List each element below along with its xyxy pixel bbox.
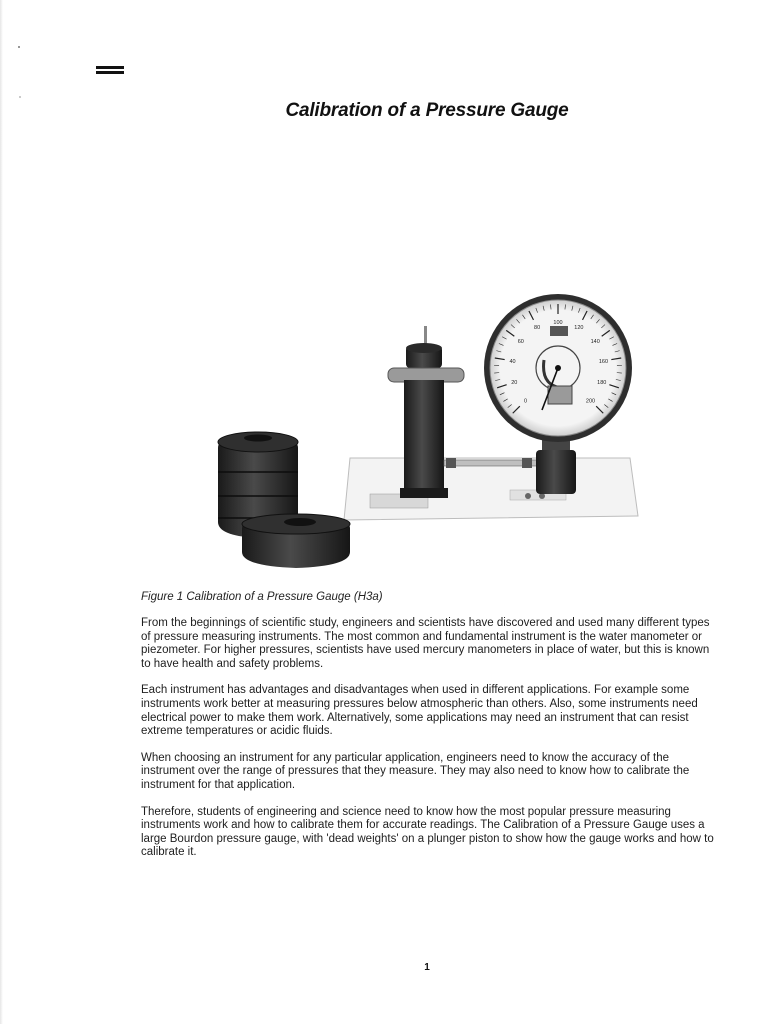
paragraph: When choosing an instrument for any particular application, engineers need to know the accuracy of the instrument over the range of pressures that they measure. They may also need to know how to calibrate the instrument for that application. — [141, 751, 690, 791]
gauge-scale-label: 80 — [534, 325, 541, 332]
gauge-scale-label: 40 — [509, 358, 516, 365]
gauge-scale-label: 120 — [574, 325, 584, 332]
gauge-scale-label: 140 — [590, 338, 600, 345]
gauge-scale-label: 160 — [598, 358, 609, 365]
base-plate — [344, 458, 638, 520]
body-text — [141, 617, 721, 873]
scan-speck — [18, 46, 20, 48]
paragraph: Therefore, students of engineering and science need to know how the most popular pressure measuring instruments work and how to calibrate them for accurate readings. The Calibration of a Pressure Gauge uses a large Bourdon pressure gauge, with 'dead weights' on a plunger piston to show how the gauge works and how to calibrate it. — [141, 805, 714, 859]
bourdon-gauge — [484, 294, 632, 442]
paragraph: From the beginnings of scientific study, engineers and scientists have discovered and used many different types of pressure measuring instruments. The most common and fundamental instrument is the water manometer or piezometer. For higher pressures, scientists have used mercury manometers in place of water, but this is known to have health and safety problems. — [141, 617, 710, 670]
paragraph: Each instrument has advantages and disadvantages when used in different applications. For example some instruments work better at measuring pressures below atmospheric than others. Also, some instruments need electrical power to make them work. Alternatively, some applications may need an instrument that can resist extreme temperatures or acidic fluids. — [141, 684, 698, 738]
gauge-scale-label: 100 — [553, 320, 563, 326]
scan-speck — [19, 96, 21, 98]
page-title: Calibration of a Pressure Gauge — [285, 100, 569, 121]
figure-caption: Figure 1 Calibration of a Pressure Gauge (H3a) — [141, 591, 383, 603]
margin-mark-top — [96, 66, 124, 69]
dead-weight-single — [242, 514, 350, 568]
gauge-stand — [536, 440, 576, 494]
page-number: 1 — [424, 962, 430, 973]
gauge-scale-label: 20 — [511, 380, 518, 387]
gauge-scale-label: 180 — [597, 380, 607, 387]
gauge-scale-label: 0 — [523, 398, 528, 405]
scan-edge — [0, 0, 3, 1024]
figure-pressure-gauge-apparatus — [210, 290, 650, 580]
margin-mark-bottom — [96, 71, 124, 74]
gauge-scale-label: 200 — [585, 398, 596, 405]
gauge-scale-label: 60 — [517, 338, 524, 345]
